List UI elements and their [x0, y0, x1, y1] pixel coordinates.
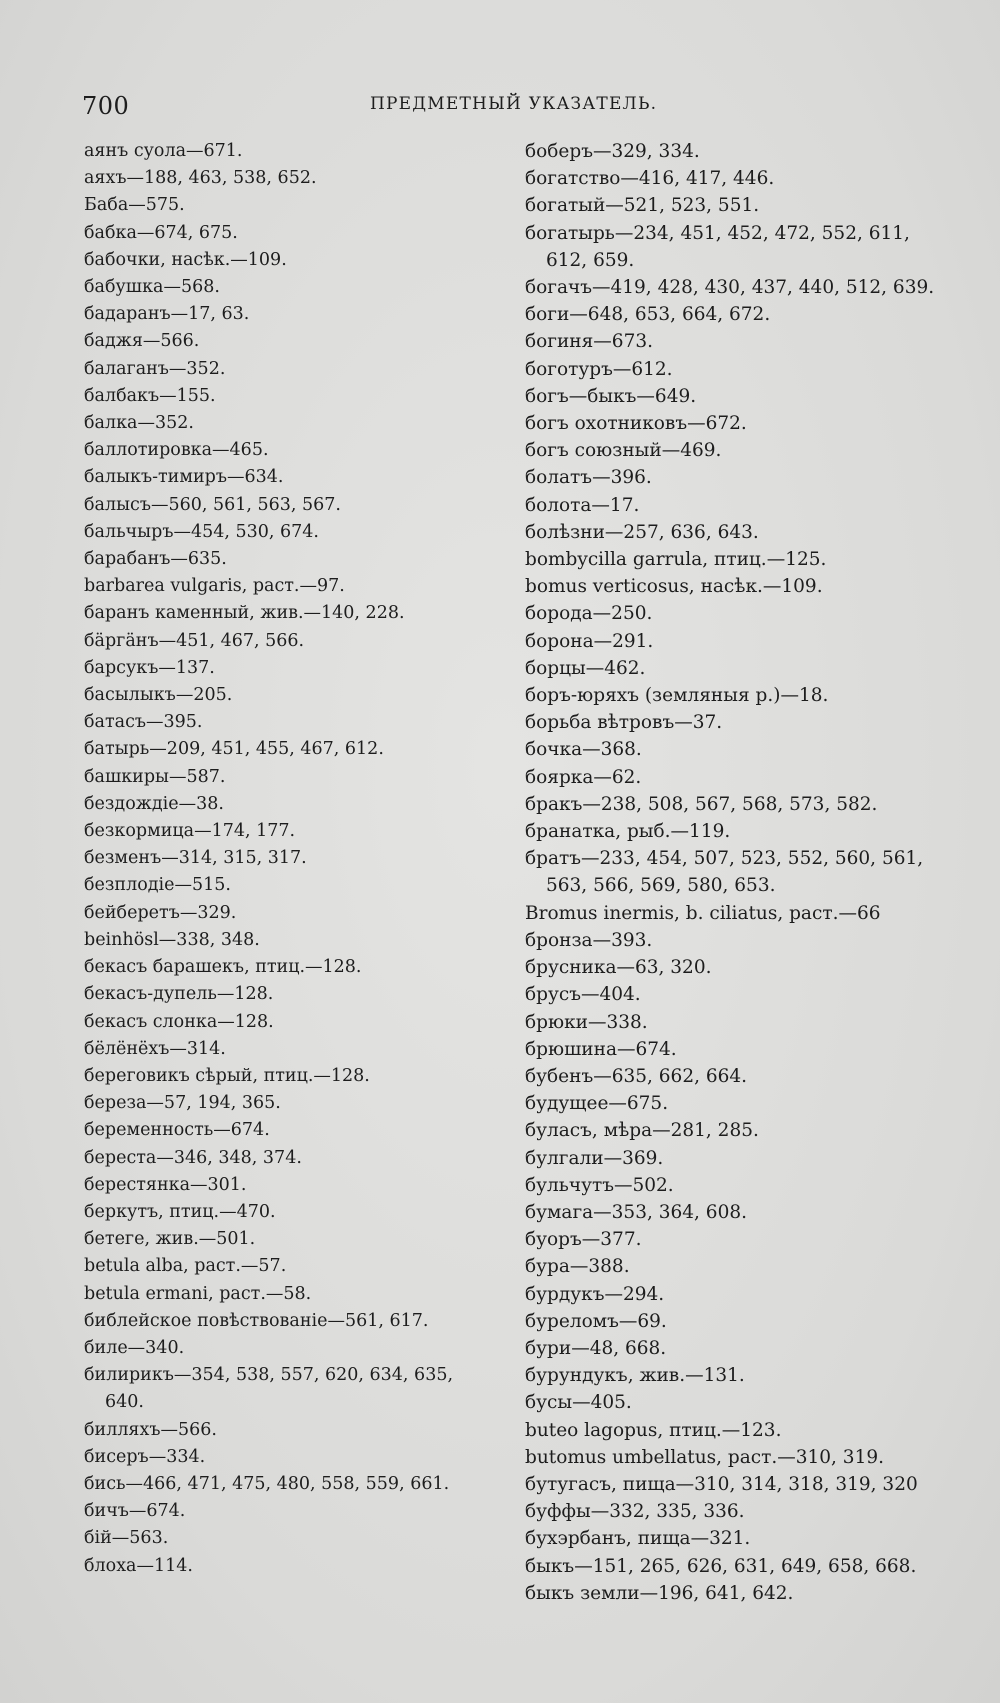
index-entry: безплодіе—515.	[84, 875, 231, 896]
index-entry: бутугасъ, пища—310, 314, 318, 319, 320	[525, 1473, 918, 1495]
index-entry: боги—648, 653, 664, 672.	[525, 304, 771, 326]
index-entry: буласъ, мѣра—281, 285.	[525, 1120, 759, 1142]
index-entry: bombycilla garrula, птиц.—125.	[525, 549, 827, 571]
index-entry: баранъ каменный, жив.—140, 228.	[84, 603, 405, 624]
index-entry: betula alba, раст.—57.	[84, 1256, 287, 1277]
index-entry: Bromus inermis, b. ciliatus, раст.—66	[525, 902, 881, 924]
index-entry: бурундукъ, жив.—131.	[525, 1365, 745, 1387]
index-entry: беркутъ, птиц.—470.	[84, 1201, 276, 1222]
index-entry: Баба—575.	[84, 195, 185, 216]
index-entry: боръ-юряхъ (земляныя р.)—18.	[525, 685, 829, 707]
index-entry: бекасъ-дупель—128.	[84, 984, 274, 1005]
index-entry: быкъ—151, 265, 626, 631, 649, 658, 668.	[525, 1555, 917, 1577]
index-entry: булгали—369.	[525, 1147, 664, 1169]
index-entry: барсукъ—137.	[84, 657, 215, 678]
index-entry: бекасъ слонка—128.	[84, 1011, 274, 1032]
index-entry: баллотировка—465.	[84, 440, 269, 461]
index-entry: бумага—353, 364, 608.	[525, 1201, 747, 1223]
index-entry: брюшина—674.	[525, 1038, 677, 1060]
index-entry: barbarea vulgaris, раст.—97.	[84, 576, 345, 597]
index-entry: бабка—674, 675.	[84, 222, 238, 243]
index-entry: борцы—462.	[525, 657, 646, 679]
index-entry: бухэрбанъ, пища—321.	[525, 1528, 751, 1550]
index-entry: бекасъ барашекъ, птиц.—128.	[84, 957, 362, 978]
index-entry: батасъ—395.	[84, 712, 203, 733]
index-entry: библейское повѣствованіе—561, 617.	[84, 1310, 429, 1331]
index-entry: bomus verticosus, насѣк.—109.	[525, 576, 823, 598]
index-entry: барабанъ—635.	[84, 549, 227, 570]
index-entry: борода—250.	[525, 603, 653, 625]
index-entry: батырь—209, 451, 455, 467, 612.	[84, 739, 384, 760]
index-entry: боярка—62.	[525, 766, 642, 788]
index-entry: борьба вѣтровъ—37.	[525, 712, 723, 734]
index-entry: бабушка—568.	[84, 277, 220, 298]
index-entry: болота—17.	[525, 494, 640, 516]
index-entry: богатырь—234, 451, 452, 472, 552, 611, 612, 659.	[525, 222, 910, 271]
index-entry: бури—48, 668.	[525, 1337, 667, 1359]
index-entry: будущее—675.	[525, 1093, 669, 1115]
index-entry: бранатка, рыб.—119.	[525, 821, 731, 843]
index-entry: буреломъ—69.	[525, 1310, 667, 1332]
index-entry: балысъ—560, 561, 563, 567.	[84, 494, 341, 515]
index-entry: богъ охотниковъ—672.	[525, 413, 747, 435]
index-entry: бронза—393.	[525, 929, 653, 951]
index-entry: butomus umbellatus, раст.—310, 319.	[525, 1446, 884, 1468]
index-entry: богатый—521, 523, 551.	[525, 195, 760, 217]
index-entry: башкиры—587.	[84, 766, 226, 787]
index-entry: бетеге, жив.—501.	[84, 1229, 256, 1250]
index-entry: бездождіе—38.	[84, 793, 224, 814]
index-entry: бичъ—674.	[84, 1501, 186, 1522]
index-column-right	[525, 138, 950, 1607]
index-entry: богъ союзный—469.	[525, 440, 722, 462]
index-entry: балаганъ—352.	[84, 358, 226, 379]
index-entry: бäргäнъ—451, 467, 566.	[84, 630, 305, 651]
index-entry: брусъ—404.	[525, 984, 641, 1006]
index-entry: буффы—332, 335, 336.	[525, 1501, 745, 1523]
index-entry: бальчыръ—454, 530, 674.	[84, 521, 319, 542]
index-entry: береговикъ сѣрый, птиц.—128.	[84, 1065, 370, 1086]
index-entry: билирикъ—354, 538, 557, 620, 634, 635, 640.	[84, 1365, 454, 1413]
index-entry: балка—352.	[84, 413, 194, 434]
index-entry: бись—466, 471, 475, 480, 558, 559, 661.	[84, 1473, 450, 1494]
index-entry: буоръ—377.	[525, 1229, 642, 1251]
index-entry: beinhösl—338, 348.	[84, 929, 260, 950]
index-entry: береста—346, 348, 374.	[84, 1147, 302, 1168]
index-entry: бура—388.	[525, 1256, 630, 1278]
index-entry: betula ermani, раст.—58.	[84, 1283, 312, 1304]
index-entry: аяхъ—188, 463, 538, 652.	[84, 168, 317, 189]
index-entry: безкормица—174, 177.	[84, 821, 296, 842]
index-entry: берестянка—301.	[84, 1174, 247, 1195]
index-entry: богъ—быкъ—649.	[525, 385, 697, 407]
index-entry: бёлёнёхъ—314.	[84, 1038, 226, 1059]
index-entry: братъ—233, 454, 507, 523, 552, 560, 561, 563, 566, 569, 580, 653.	[525, 848, 924, 897]
index-entry: балыкъ-тимиръ—634.	[84, 467, 284, 488]
index-entry: беременность—674.	[84, 1120, 270, 1141]
index-entry: биле—340.	[84, 1337, 185, 1358]
index-entry: buteo lagopus, птиц.—123.	[525, 1419, 782, 1441]
index-entry: балбакъ—155.	[84, 385, 216, 406]
index-entry: брюки—338.	[525, 1011, 648, 1033]
index-entry: баджя—566.	[84, 331, 200, 352]
index-entry: аянъ суола—671.	[84, 141, 243, 161]
index-entry: боготуръ—612.	[525, 358, 673, 380]
index-entry: блоха—114.	[84, 1555, 193, 1576]
index-entry: богачъ—419, 428, 430, 437, 440, 512, 639.	[525, 277, 935, 299]
index-column-left	[84, 138, 489, 1580]
index-entry: бій—563.	[84, 1528, 169, 1549]
index-entry: береза—57, 194, 365.	[84, 1093, 281, 1114]
index-entry: бубенъ—635, 662, 664.	[525, 1065, 748, 1087]
index-entry: бочка—368.	[525, 739, 642, 761]
index-entry: болатъ—396.	[525, 467, 652, 489]
index-entry: бейберетъ—329.	[84, 902, 237, 923]
index-entry: бисеръ—334.	[84, 1446, 206, 1467]
index-entry: бракъ—238, 508, 567, 568, 573, 582.	[525, 793, 878, 815]
index-entry: безменъ—314, 315, 317.	[84, 848, 307, 869]
index-entry: бусы—405.	[525, 1392, 632, 1414]
index-entry: билляхъ—566.	[84, 1419, 217, 1440]
page-number: 700	[82, 92, 130, 120]
index-entry: богатство—416, 417, 446.	[525, 168, 775, 190]
running-head: ПРЕДМЕТНЫЙ УКАЗАТЕЛЬ.	[370, 94, 658, 114]
index-entry: бабочки, насѣк.—109.	[84, 249, 287, 270]
index-entry: бульчутъ—502.	[525, 1174, 674, 1196]
index-entry: бурдукъ—294.	[525, 1283, 665, 1305]
index-entry: борона—291.	[525, 630, 654, 652]
index-entry: боберъ—329, 334.	[525, 141, 700, 162]
index-entry: болѣзни—257, 636, 643.	[525, 521, 759, 543]
index-entry: богиня—673.	[525, 331, 653, 353]
index-entry: быкъ земли—196, 641, 642.	[525, 1582, 794, 1604]
index-entry: бадаранъ—17, 63.	[84, 304, 250, 325]
index-entry: басылыкъ—205.	[84, 685, 233, 706]
index-entry: брусника—63, 320.	[525, 957, 712, 979]
